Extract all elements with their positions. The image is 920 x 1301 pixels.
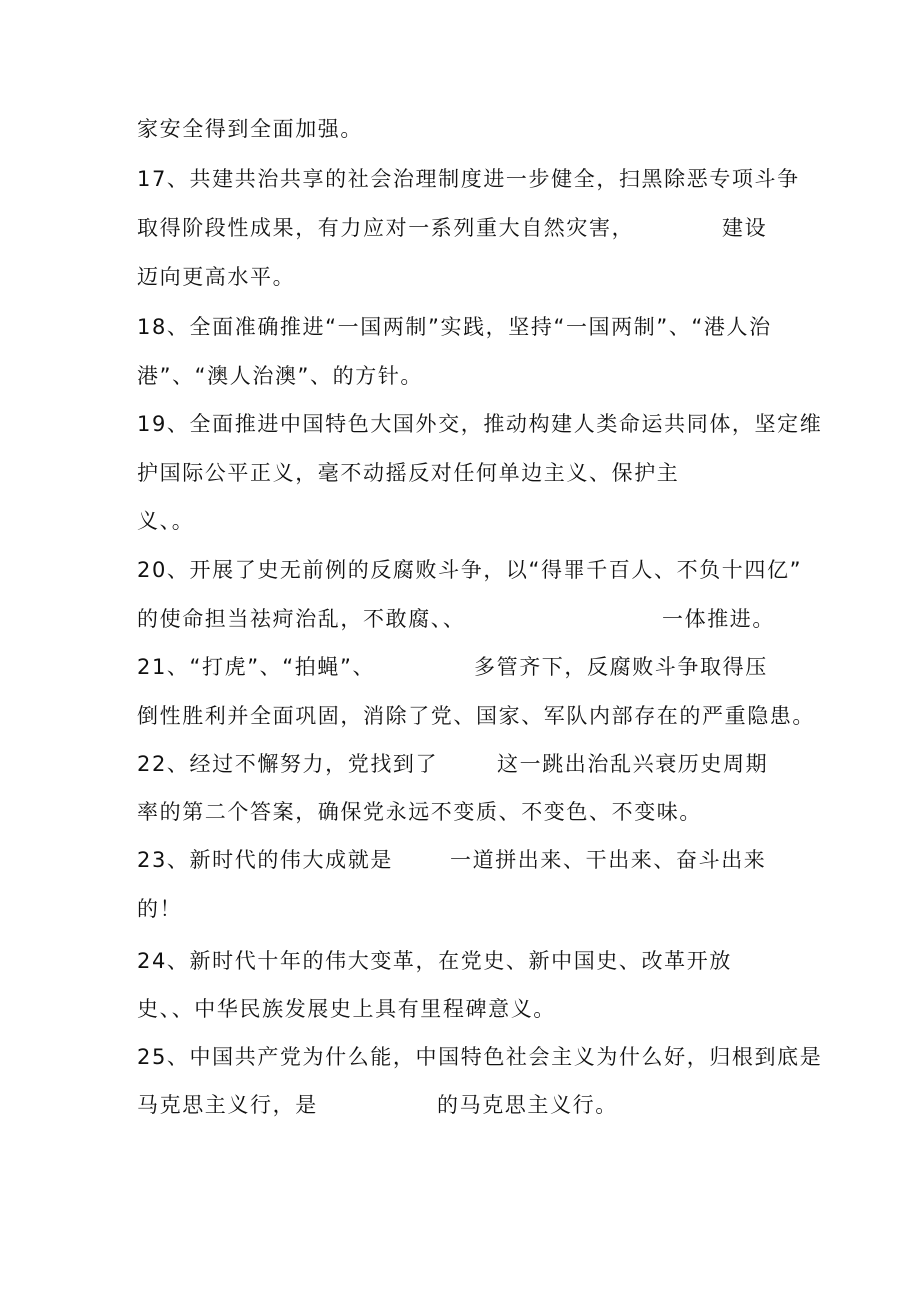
text-line: 这一跳出治乱兴衰历史周期 [497,752,769,776]
text-line: 25、中国共产党为什么能，中国特色社会主义为什么好，归根到底是 [137,1045,823,1069]
text-line: 18、全面准确推进“一国两制”实践，坚持“一国两制”、“港人治 [137,315,772,339]
text-line: 率的第二个答案，确保党永远不变质、不变色、不变味。 [137,800,702,824]
text-line: 21、“打虎”、“拍蝇”、 [137,655,376,679]
text-line: 家安全得到全面加强。 [137,117,363,141]
text-line: 港”、“澳人治澳”、的方针。 [137,364,424,388]
text-line: 建设 [722,216,768,240]
text-line: 一体推进。 [662,607,775,631]
text-line: 20、开展了史无前例的反腐败斗争，以“得罪千百人、不负十四亿” [137,558,803,582]
text-line: 的！ [137,897,183,921]
text-line: 的使命担当祛疴治乱，不敢腐、、 [137,607,466,631]
text-line: 迈向更高水平。 [137,265,296,289]
text-line: 马克思主义行，是 [137,1093,318,1117]
text-line: 多管齐下，反腐败斗争取得压 [474,655,768,679]
text-line: 义、。 [137,509,195,533]
text-line: 取得阶段性成果，有力应对一系列重大自然灾害， [137,216,635,240]
text-line: 23、新时代的伟大成就是 [137,848,393,872]
text-line: 22、经过不懈努力，党找到了 [137,752,439,776]
text-line: 倒性胜利并全面巩固，消除了党、国家、军队内部存在的严重隐患。 [137,704,815,728]
text-line: 的马克思主义行。 [437,1093,618,1117]
text-line: 一道拼出来、干出来、奋斗出来 [450,848,767,872]
text-line: 19、全面推进中国特色大国外交，推动构建人类命运共同体，坚定维 [137,412,823,436]
text-line: 24、新时代十年的伟大变革，在党史、新中国史、改革开放 [137,949,732,973]
text-line: 17、共建共治共享的社会治理制度进一步健全，扫黑除恶专项斗争 [137,167,800,191]
text-line: 护国际公平正义，毫不动摇反对任何单边主义、保护主 [137,461,680,485]
text-line: 史、、中华民族发展史上具有里程碑意义。 [137,997,556,1021]
